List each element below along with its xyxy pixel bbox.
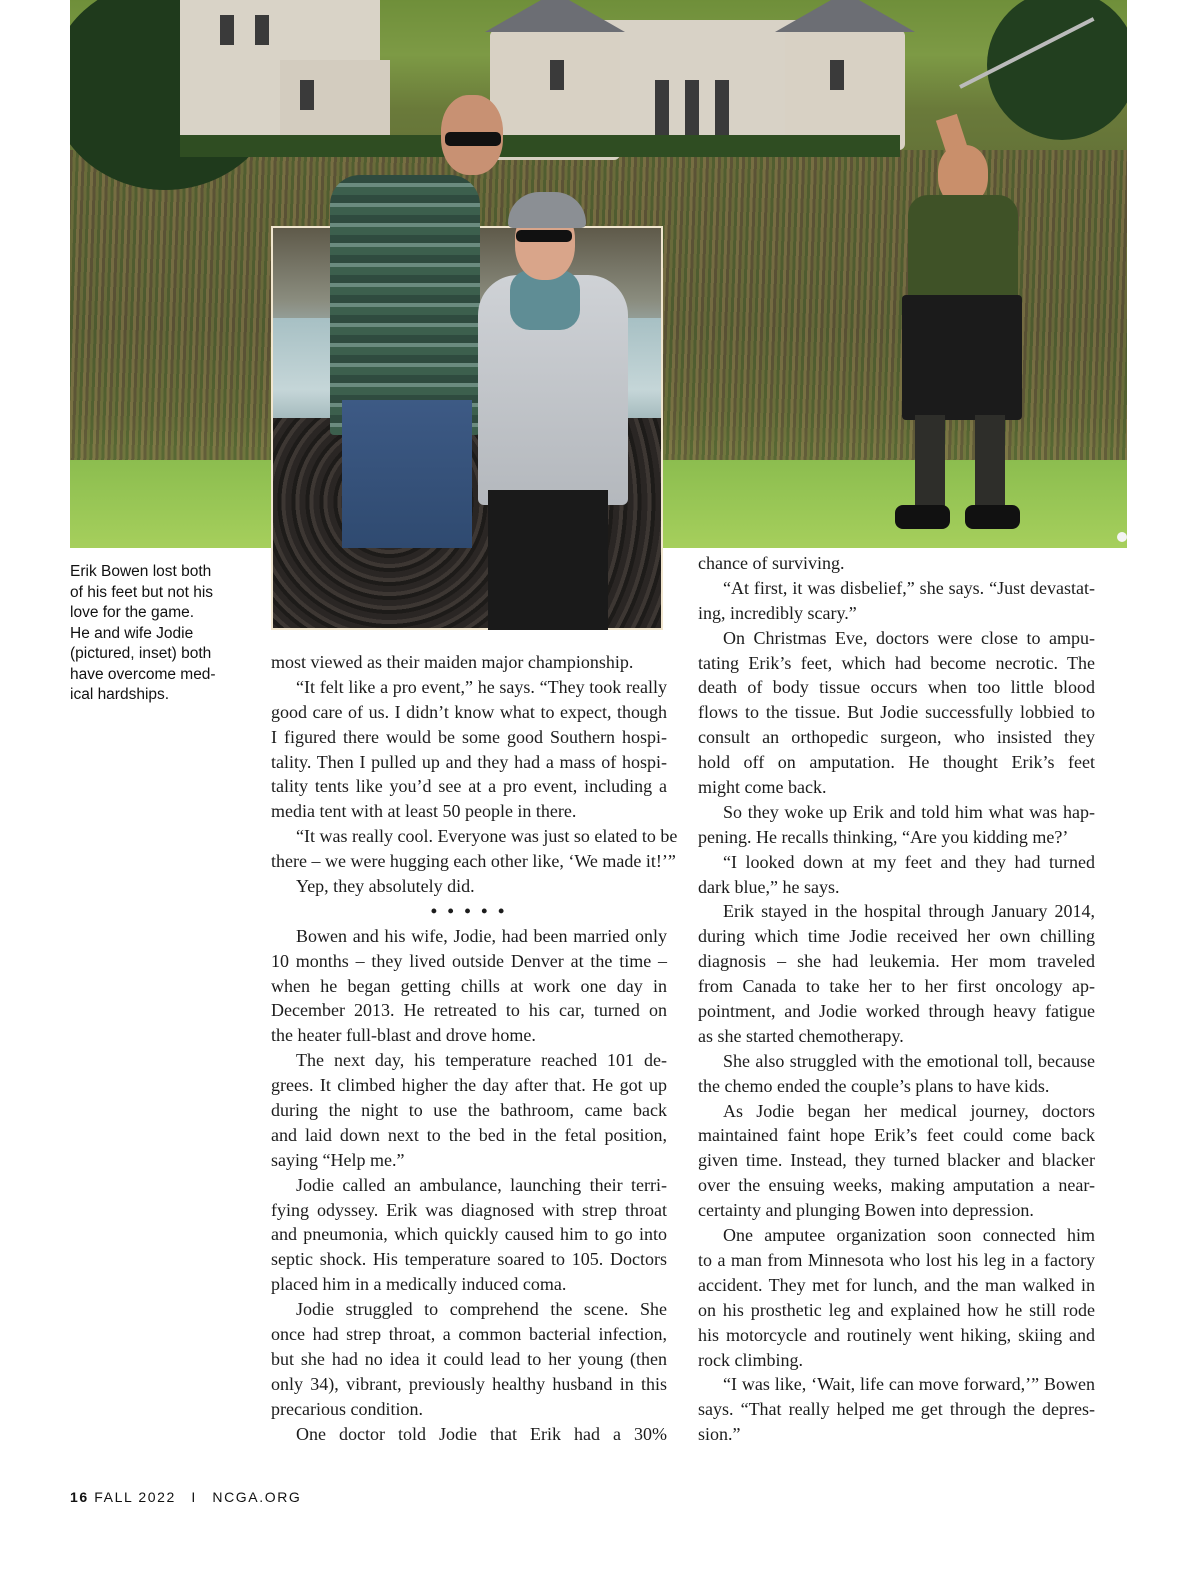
photo-window <box>300 80 314 110</box>
text-line: during the night to use the bathroom, came back <box>271 1100 667 1121</box>
text-line: grees. It climbed higher the day after that. He got up <box>271 1075 667 1096</box>
photo-window <box>685 80 699 140</box>
text-line: “It was really cool. Everyone was just so elated to be <box>296 826 678 847</box>
photo-window <box>255 15 269 45</box>
text-line: accident. They met for lunch, and the man walked in <box>698 1274 1095 1295</box>
text-line: dark blue,” he says. <box>698 876 840 897</box>
text-line: might come back. <box>698 777 827 798</box>
text-line: Yep, they absolutely did. <box>296 876 475 897</box>
text-line: media tent with at least 50 people in there. <box>271 801 577 822</box>
photo-golfer-prosthetic-leg <box>915 415 945 510</box>
text-line: The next day, his temperature reached 101 de- <box>296 1050 667 1071</box>
caption-line: ical hardships. <box>70 686 170 703</box>
text-line: diagnosis – she had leukemia. Her mom traveled <box>698 951 1095 972</box>
text-line: septic shock. His temperature soared to 105. Doctors <box>271 1249 667 1270</box>
text-line: So they woke up Erik and told him what was hap- <box>723 801 1095 822</box>
text-line: “It felt like a pro event,” he says. “They took really <box>296 676 667 697</box>
text-line: flows to the tissue. But Jodie successfully lobbied to <box>698 702 1095 723</box>
text-line: the chemo ended the couple’s plans to have kids. <box>698 1075 1050 1096</box>
text-line: pointment, and Jodie worked through heavy fatigue <box>698 1001 1095 1022</box>
text-line: placed him in a medically induced coma. <box>271 1274 567 1295</box>
photo-golfer-shoe <box>965 505 1020 529</box>
text-line: sion.” <box>698 1424 741 1445</box>
text-line: chance of surviving. <box>698 553 845 573</box>
article-column-1 <box>271 650 678 1447</box>
text-line: during which time Jodie received her own chilling <box>698 926 1095 947</box>
text-line: Jodie called an ambulance, launching their terri- <box>296 1174 667 1195</box>
photo-golfer-shirt <box>908 195 1018 305</box>
text-line: as she started chemotherapy. <box>698 1025 904 1046</box>
text-line: most viewed as their maiden major championship. <box>271 652 634 672</box>
caption-line: (pictured, inset) both <box>70 645 212 662</box>
photo-woman-sunglasses <box>516 230 572 242</box>
text-line: December 2013. He retreated to his car, turned on <box>271 1000 667 1021</box>
text-line: fying odyssey. Erik was diagnosed with strep throat <box>271 1199 667 1220</box>
page-number: 16 <box>70 1489 89 1505</box>
text-line: Jodie struggled to comprehend the scene. She <box>296 1299 667 1320</box>
photo-woman-pants <box>488 490 608 630</box>
page-footer <box>70 1489 301 1505</box>
text-line: On Christmas Eve, doctors were close to ampu- <box>723 627 1095 648</box>
caption-line: of his feet but not his <box>70 583 214 601</box>
text-line: 10 months – they lived outside Denver at the time – <box>271 950 667 971</box>
text-line: only 34), vibrant, previously healthy husband in this <box>271 1373 667 1394</box>
photo-caption <box>70 562 250 706</box>
text-line: certainty and plunging Bowen into depression. <box>698 1200 1034 1221</box>
article-column-2 <box>698 551 1095 1447</box>
text-line: death of body tissue occurs when too little blood <box>698 677 1095 698</box>
text-line: tating Erik’s feet, which had become necrotic. The <box>698 652 1095 673</box>
text-line: saying “Help me.” <box>271 1149 405 1170</box>
text-line: “I was like, ‘Wait, life can move forward,’” Bowen <box>723 1374 1095 1395</box>
text-line: pening. He recalls thinking, “Are you kidding me?’ <box>698 826 1069 847</box>
website-link: NCGA.ORG <box>212 1489 302 1505</box>
text-line: when he began getting chills at work one day in <box>271 975 667 996</box>
text-line: but she had no idea it could lead to her young (then <box>271 1348 667 1369</box>
text-line: good care of us. I didn’t know what to expect, though <box>271 701 667 722</box>
text-line: consult an orthopedic surgeon, who insisted they <box>698 727 1095 748</box>
text-line: once had strep throat, a common bacterial infection, <box>271 1324 667 1345</box>
photo-hedge <box>180 135 900 157</box>
text-line: precarious condition. <box>271 1398 423 1419</box>
photo-window <box>550 60 564 90</box>
caption-line: have overcome med- <box>70 665 216 683</box>
text-line: I figured there would be some good Southern hospi- <box>271 726 667 747</box>
caption-line: love for the game. <box>70 604 195 621</box>
caption-line: He and wife Jodie <box>70 624 194 642</box>
photo-tower-roof <box>775 0 915 32</box>
photo-golf-ball <box>1117 532 1127 542</box>
text-line: and laid down next to the bed in the fetal position, <box>271 1124 667 1145</box>
issue-date: FALL 2022 <box>94 1489 176 1505</box>
text-line: “I looked down at my feet and they had turned <box>723 851 1095 872</box>
photo-golfer-prosthetic-leg <box>975 415 1005 510</box>
text-line: hold off on amputation. He thought Erik’s feet <box>698 752 1095 773</box>
text-line: rock climbing. <box>698 1349 803 1370</box>
text-line: from Canada to take her to her first oncology ap- <box>698 976 1095 997</box>
photo-window <box>830 60 844 90</box>
text-line: One amputee organization soon connected him <box>723 1225 1095 1246</box>
photo-man-jeans <box>342 400 472 548</box>
text-line: given time. Instead, they turned blacker and blacker <box>698 1150 1095 1171</box>
text-line: tality tents like you’d see at a pro event, including a <box>271 776 667 797</box>
text-line: over the ensuing weeks, making amputation a near- <box>698 1175 1095 1196</box>
text-line: She also struggled with the emotional toll, because <box>723 1050 1095 1071</box>
photo-window <box>715 80 729 140</box>
photo-tree <box>987 0 1127 140</box>
text-line: ing, incredibly scary.” <box>698 602 857 623</box>
photo-castle-tower <box>785 30 905 150</box>
text-line: his motorcycle and routinely went hiking, skiing and <box>698 1324 1095 1345</box>
photo-golfer-shorts <box>902 295 1022 420</box>
photo-man-sunglasses <box>445 132 501 146</box>
text-line: One doctor told Jodie that Erik had a 30% <box>296 1423 667 1444</box>
photo-man-shirt <box>330 175 480 435</box>
photo-window <box>220 15 234 45</box>
text-line: there – we were hugging each other like, ‘We made it!’” <box>271 851 676 872</box>
text-line: Bowen and his wife, Jodie, had been married only <box>296 925 667 946</box>
photo-tower-roof <box>485 0 625 32</box>
text-line: on his prosthetic leg and explained how he still rode <box>698 1299 1095 1320</box>
text-line: and pneumonia, which quickly caused him to go into <box>271 1224 667 1245</box>
caption-line: Erik Bowen lost both <box>70 563 212 580</box>
photo-window <box>655 80 669 140</box>
text-line: tality. Then I pulled up and they had a mass of hospi- <box>271 751 667 772</box>
text-line: says. “That really helped me get through the depres- <box>698 1399 1095 1420</box>
section-break-dots: • • • • • <box>430 900 508 921</box>
text-line: Erik stayed in the hospital through January 2014, <box>723 901 1095 922</box>
text-line: “At first, it was disbelief,” she says. “Just devastat- <box>723 577 1095 598</box>
text-line: maintained faint hope Erik’s feet could come back <box>698 1125 1095 1146</box>
photo-golfer-shoe <box>895 505 950 529</box>
text-line: to a man from Minnesota who lost his leg in a factory <box>698 1249 1095 1270</box>
footer-separator: I <box>191 1489 197 1505</box>
text-line: the heater full-blast and drove home. <box>271 1025 536 1046</box>
text-line: As Jodie began her medical journey, doctors <box>723 1100 1095 1121</box>
